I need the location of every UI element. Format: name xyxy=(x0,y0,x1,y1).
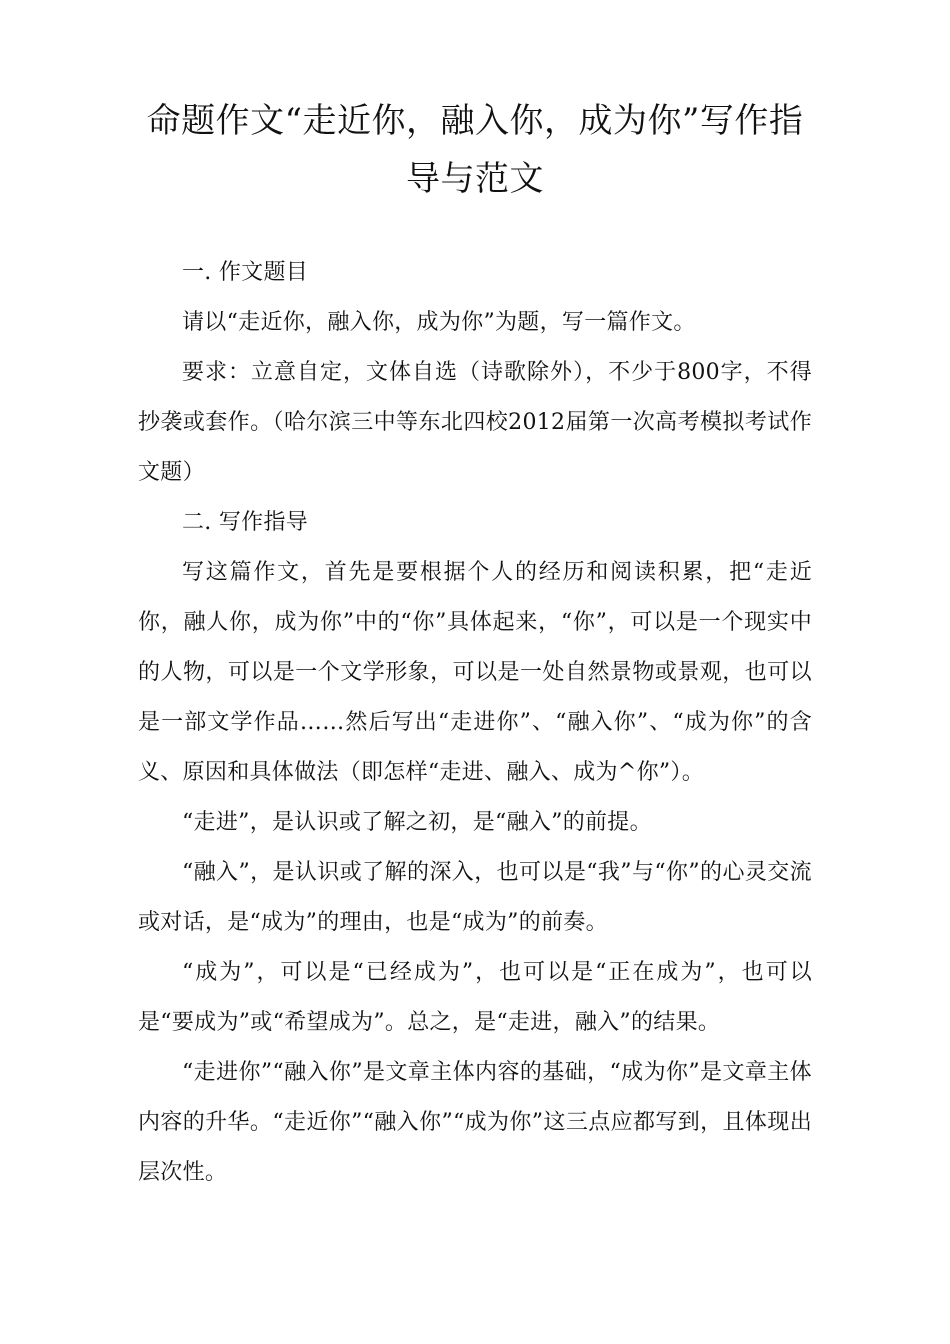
paragraph-requirements: 要求：立意自定，文体自选（诗歌除外），不少于800字，不得抄袭或套作。（哈尔滨三中等东北四校2012届第一次高考模拟考试作文题） xyxy=(138,360,812,485)
heading-writing-guidance: 二. 写作指导 xyxy=(182,510,309,535)
paragraph-approach: “走进”，是认识或了解之初，是“融入”的前提。 xyxy=(182,810,652,835)
paragraph-guidance-intro: 写这篇作文，首先是要根据个人的经历和阅读积累，把“走近你，融人你，成为你”中的“你”具体起来，“你”，可以是一个现实中的人物，可以是一个文学形象，可以是一处自然景物或景观，也可以是一部文学作品……然后写出“走进你”、“融入你”、“成为你”的含义、原因和具体做法（即怎样“走进、融入、成为^你”）。 xyxy=(138,560,812,785)
paragraph-structure: “走进你”“融入你”是文章主体内容的基础，“成为你”是文章主体内容的升华。“走近你”“融入你”“成为你”这三点应都写到，且体现出层次性。 xyxy=(138,1060,812,1185)
paragraph-topic-prompt: 请以“走近你，融入你，成为你”为题，写一篇作文。 xyxy=(182,310,696,335)
heading-essay-topic: 一. 作文题目 xyxy=(182,260,309,285)
document-title: 命题作文“走近你，融入你，成为你”写作指导与范文 xyxy=(146,101,804,199)
document-body xyxy=(138,248,812,1198)
paragraph-integrate: “融入”，是认识或了解的深入，也可以是“我”与“你”的心灵交流或对话，是“成为”的理由，也是“成为”的前奏。 xyxy=(138,860,812,935)
paragraph-become: “成为”，可以是“已经成为”，也可以是“正在成为”，也可以是“要成为”或“希望成为”。总之，是“走进，融入”的结果。 xyxy=(138,960,812,1035)
